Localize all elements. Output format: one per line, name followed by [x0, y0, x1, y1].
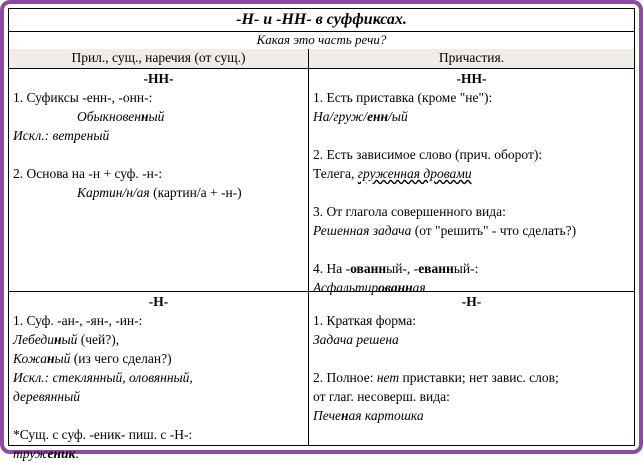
- example-text: ая: [412, 280, 426, 295]
- cell-n-adjectives: [9, 292, 308, 461]
- section-single-n: [9, 292, 634, 461]
- rule-emphasis: нет: [376, 370, 400, 385]
- rule-text: 4. На -: [313, 261, 351, 276]
- example-line: [9, 107, 308, 126]
- rule-suffix: ованн: [350, 261, 387, 276]
- example-line: [9, 330, 308, 349]
- example-note: (чей?),: [77, 332, 120, 347]
- rule-text: ый-, -: [386, 261, 419, 276]
- example-text: Пече: [313, 408, 341, 423]
- rule-line: от глаг. несоверш. вида:: [313, 389, 450, 404]
- rule-line: [309, 259, 634, 278]
- example-suffix: н: [141, 109, 149, 124]
- table-title: -Н- и -НН- в суффиксах.: [9, 9, 634, 32]
- rule-line: 2. Основа на -н + суф. -н-:: [13, 166, 163, 181]
- example-suffix: еник: [47, 446, 76, 461]
- example-note: (картин/а + -н-): [149, 185, 242, 200]
- cell-heading: -НН-: [456, 71, 487, 86]
- rules-table: [8, 8, 635, 461]
- example-text: Задача решена: [313, 332, 399, 347]
- rule-line: 1. Краткая форма:: [313, 313, 416, 328]
- example-text: ый: [148, 109, 165, 124]
- header-participles: Причастия.: [438, 50, 505, 65]
- example-phrase: груженная дровами: [357, 166, 472, 181]
- exception-text: Искл.: стеклянный, оловянный,: [13, 370, 193, 385]
- table-question: Какая это часть речи?: [9, 31, 634, 50]
- cell-heading: -Н-: [461, 294, 482, 309]
- example-note: (от "решить" - что сделать?): [411, 223, 577, 238]
- exception-label: Искл.:: [13, 128, 53, 143]
- example-line: [309, 221, 634, 240]
- rule-line: 1. Суф. -ан-, -ян-, -ин-:: [13, 313, 143, 328]
- exception-line: [9, 387, 308, 406]
- example-line: [309, 164, 634, 183]
- exception-text: деревянный: [13, 389, 80, 404]
- exception-line: [9, 126, 308, 145]
- example-text: Лебеди: [13, 332, 54, 347]
- cell-heading: -НН-: [143, 71, 174, 86]
- example-text: /ый: [388, 109, 408, 124]
- example-line: [9, 349, 308, 368]
- cell-n-participles: [309, 292, 634, 445]
- example-text: Кожа: [13, 351, 47, 366]
- example-suffix: н: [53, 332, 62, 347]
- rule-line: [309, 368, 634, 387]
- example-text: На/груж/: [313, 109, 368, 124]
- example-suffix: ованн: [378, 280, 413, 295]
- cell-heading: -Н-: [148, 294, 169, 309]
- example-line: [309, 406, 634, 425]
- rule-line: 1. Суфиксы -енн-, -онн-:: [13, 90, 153, 105]
- example-suffix: енн: [367, 109, 389, 124]
- section-double-n: [9, 69, 634, 295]
- rule-line: *Сущ. с суф. -еник- пиш. с -Н-:: [13, 427, 193, 442]
- rule-suffix: еванн: [418, 261, 454, 276]
- example-text: Телега,: [313, 166, 358, 181]
- example-text: ый: [54, 351, 71, 366]
- example-line: [309, 107, 634, 126]
- rule-line: 3. От глагола совершенного вида:: [313, 204, 506, 219]
- example-line: [309, 330, 634, 349]
- exception-line: [9, 368, 308, 387]
- rule-text: ый-:: [453, 261, 479, 276]
- cell-nn-participles: [309, 69, 634, 295]
- example-text: труж: [13, 446, 48, 461]
- example-suffix: н: [47, 351, 55, 366]
- rule-text: 2. Полное:: [313, 370, 377, 385]
- example-text: Обыкновен: [77, 109, 141, 124]
- example-line: [9, 183, 308, 202]
- example-suffix: н: [341, 408, 349, 423]
- cell-nn-adjectives: [9, 69, 308, 291]
- rule-line: 2. Есть зависимое слово (прич. оборот):: [313, 147, 543, 162]
- rule-line: 1. Есть приставка (кроме "не"):: [313, 90, 493, 105]
- column-headers: [9, 49, 634, 69]
- example-note: (из чего сделан?): [70, 351, 172, 366]
- example-text: ая картошка: [348, 408, 424, 423]
- example-text: Решенная задача: [313, 223, 412, 238]
- example-text: Асфальтир: [313, 280, 379, 295]
- example-text: ый: [61, 332, 78, 347]
- rule-text: приставки; нет завис. слов;: [399, 370, 559, 385]
- example-text: Картин/н/ая: [77, 185, 150, 200]
- exception-word: ветреный: [52, 128, 110, 143]
- example-text: .: [75, 446, 79, 461]
- header-adjectives: Прил., сущ., наречия (от сущ.): [71, 50, 246, 65]
